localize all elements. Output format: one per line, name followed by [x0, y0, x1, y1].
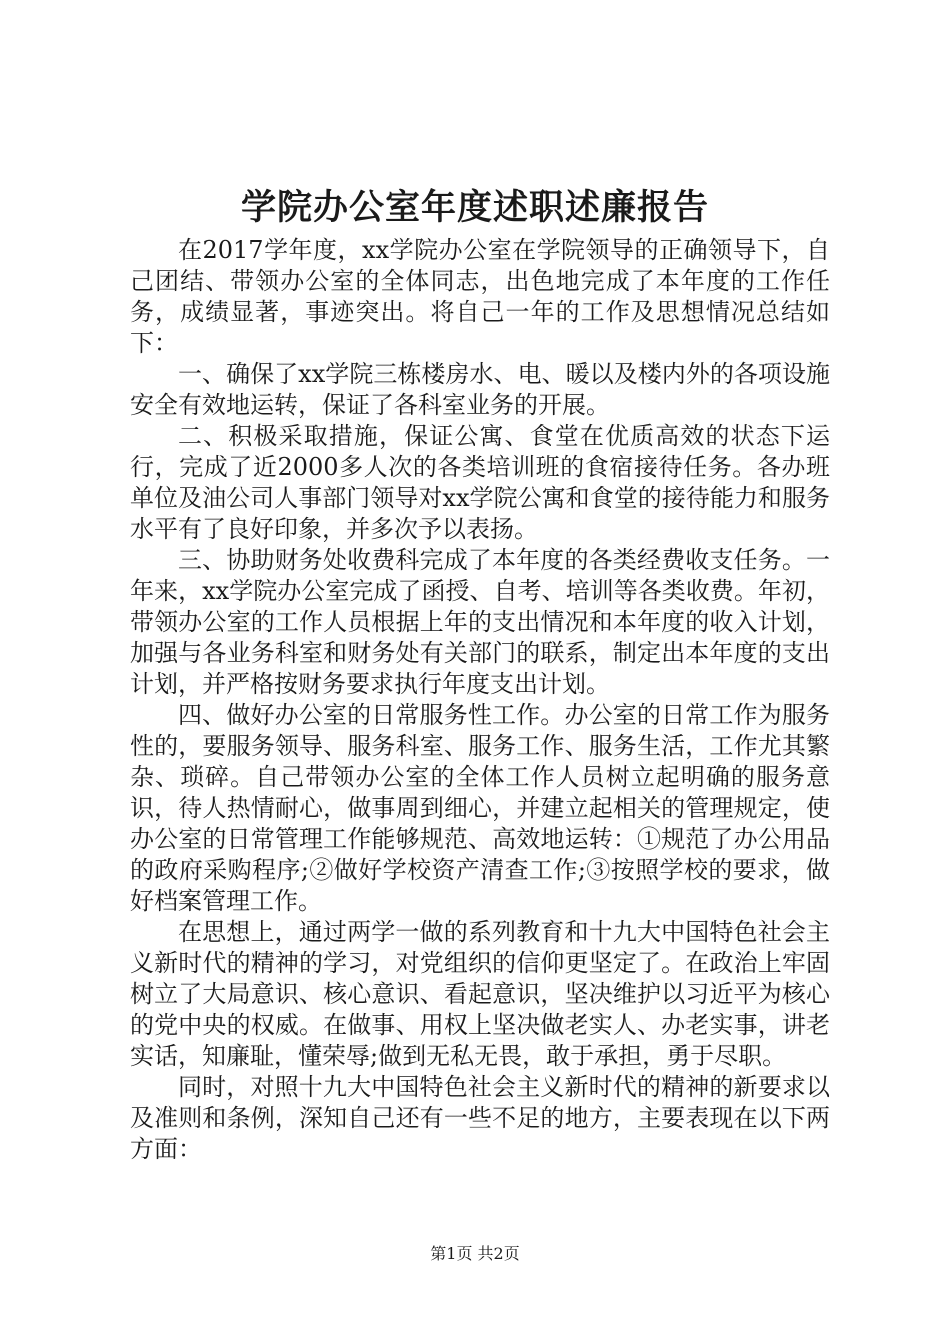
paragraph-intro: 在2017学年度，xx学院办公室在学院领导的正确领导下，自己团结、带领办公室的全体同志，出色地完成了本年度的工作任务，成绩显著，事迹突出。将自己一年的工作及思想情况总结如下： — [130, 236, 830, 357]
paragraph-shortcomings: 同时，对照十九大中国特色社会主义新时代的精神的新要求以及准则和条例，深知自己还有一些不足的地方，主要表现在以下两方面： — [130, 1073, 830, 1163]
document-title: 学院办公室年度述职述廉报告 — [240, 187, 709, 228]
page-footer: 第1页 共2页 — [430, 1244, 520, 1263]
paragraph-item-3: 三、协助财务处收费科完成了本年度的各类经费收支任务。一年来，xx学院办公室完成了函授、自考、培训等各类收费。年初，带领办公室的工作人员根据上年的支出情况和本年度的收入计划，加强与各业务科室和财务处有关部门的联系，制定出本年度的支出计划，并严格按财务要求执行年度支出计划。 — [130, 546, 830, 698]
document-body — [130, 235, 830, 1165]
paragraph-item-1: 一、确保了xx学院三栋楼房水、电、暖以及楼内外的各项设施安全有效地运转，保证了各科室业务的开展。 — [130, 360, 830, 419]
paragraph-item-2: 二、积极采取措施，保证公寓、食堂在优质高效的状态下运行，完成了近2000多人次的各类培训班的食宿接待任务。各办班单位及油公司人事部门领导对xx学院公寓和食堂的接待能力和服务水平有了良好印象，并多次予以表扬。 — [130, 422, 830, 543]
paragraph-item-4: 四、做好办公室的日常服务性工作。办公室的日常工作为服务性的，要服务领导、服务科室、服务工作、服务生活，工作尤其繁杂、琐碎。自己带领办公室的全体工作人员树立起明确的服务意识，待人热情耐心，做事周到细心，并建立起相关的管理规定，使办公室的日常管理工作能够规范、高效地运转：①规范了办公用品的政府采购程序;②做好学校资产清查工作;③按照学校的要求，做好档案管理工作。 — [130, 701, 830, 915]
paragraph-thought: 在思想上，通过两学一做的系列教育和十九大中国特色社会主义新时代的精神的学习，对党组织的信仰更坚定了。在政治上牢固树立了大局意识、核心意识、看起意识，坚决维护以习近平为核心的党中央的权威。在做事、用权上坚决做老实人、办老实事，讲老实话，知廉耻，懂荣辱;做到无私无畏，敢于承担，勇于尽职。 — [130, 918, 830, 1070]
